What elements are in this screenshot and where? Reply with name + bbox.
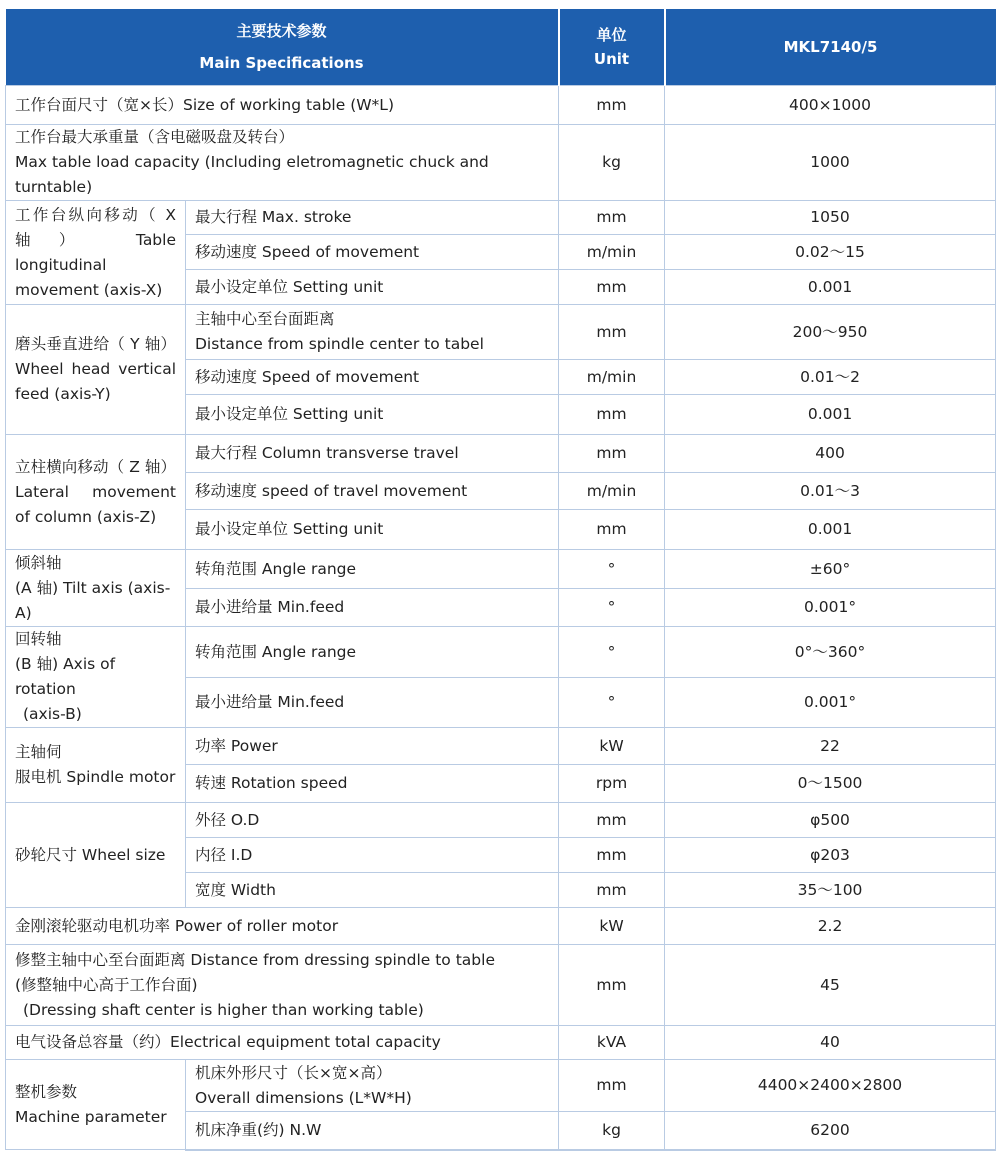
- group-label-en: Machine parameter: [15, 1107, 167, 1126]
- row-unit: °: [559, 550, 665, 589]
- row-value: 45: [665, 945, 996, 1026]
- table-row: [6, 86, 996, 125]
- row-value: 0.001: [665, 395, 996, 435]
- row-label: 最大行程 Max. stroke: [186, 201, 559, 235]
- row-unit: kVA: [559, 1026, 665, 1060]
- row-unit: kW: [559, 908, 665, 945]
- table-row: [6, 908, 996, 945]
- group-label-wheel: 砂轮尺寸 Wheel size: [6, 803, 186, 908]
- group-label-b-axis: [6, 627, 186, 728]
- row-unit: mm: [559, 305, 665, 360]
- header-model: MKL7140/5: [665, 9, 996, 86]
- table-row: [6, 550, 996, 589]
- row-value: 0.001°: [665, 678, 996, 728]
- table-row: [6, 435, 996, 473]
- row-unit: mm: [559, 86, 665, 125]
- row-unit: mm: [559, 838, 665, 873]
- row-unit: mm: [559, 873, 665, 908]
- row-label: 转速 Rotation speed: [186, 765, 559, 803]
- row-value: φ203: [665, 838, 996, 873]
- group-label-en: 服电机 Spindle motor: [15, 768, 176, 786]
- row-value: φ500: [665, 803, 996, 838]
- row-value: 0.001: [665, 270, 996, 305]
- group-label-y-axis: 磨头垂直进给（ Y 轴） Wheel head vertical feed (axis-Y): [6, 305, 186, 435]
- row-label-line-1: 修整主轴中心至台面距离 Distance from dressing spindle to table: [15, 950, 495, 969]
- row-label-cn: 主轴中心至台面距离: [195, 310, 335, 328]
- row-value: 1050: [665, 201, 996, 235]
- header-row: [6, 9, 996, 86]
- row-value: 6200: [665, 1112, 996, 1150]
- table-row: [6, 945, 996, 1026]
- row-label: 工作台面尺寸（宽×长）Size of working table (W*L): [6, 86, 559, 125]
- table-row: [6, 1060, 996, 1112]
- group-label-en: (B 轴) Axis of rotation: [15, 655, 116, 698]
- row-unit: °: [559, 589, 665, 627]
- group-label-cn: 倾斜轴: [15, 553, 62, 572]
- row-label: 机床净重(约) N.W: [186, 1112, 559, 1150]
- row-value: 0～1500: [665, 765, 996, 803]
- row-unit: m/min: [559, 360, 665, 395]
- row-label: 转角范围 Angle range: [186, 627, 559, 678]
- row-unit: mm: [559, 510, 665, 550]
- row-label: 移动速度 speed of travel movement: [186, 473, 559, 510]
- row-label-cn: 工作台最大承重量（含电磁吸盘及转台）: [15, 128, 295, 146]
- header-unit: [559, 9, 665, 86]
- table-row: [6, 305, 996, 360]
- row-label-en: Distance from spindle center to tabel: [195, 335, 484, 353]
- header-parameter-en: Main Specifications: [199, 54, 364, 72]
- row-label: 最小进给量 Min.feed: [186, 678, 559, 728]
- table-row: [6, 125, 996, 201]
- table-row: [6, 627, 996, 678]
- group-label-a-axis: [6, 550, 186, 627]
- row-unit: kW: [559, 728, 665, 765]
- specifications-table: [5, 9, 996, 1151]
- row-label: [6, 945, 559, 1026]
- group-label-machine: [6, 1060, 186, 1150]
- row-unit: mm: [559, 270, 665, 305]
- group-label-cn: 整机参数: [15, 1082, 78, 1101]
- table-row: [6, 1026, 996, 1060]
- row-value: 0.01～3: [665, 473, 996, 510]
- group-label-en-2: (axis-B): [23, 705, 82, 723]
- header-parameter: [6, 9, 559, 86]
- row-unit: rpm: [559, 765, 665, 803]
- row-label-line-2: (修整轴中心高于工作台面): [15, 975, 198, 994]
- row-value: 0.01～2: [665, 360, 996, 395]
- row-label: 外径 O.D: [186, 803, 559, 838]
- row-unit: mm: [559, 803, 665, 838]
- row-label: 电气设备总容量（约）Electrical equipment total capacity: [6, 1026, 559, 1060]
- row-value: 2.2: [665, 908, 996, 945]
- table-row: [6, 201, 996, 235]
- group-label-x-axis: 工作台纵向移动（ X 轴） Table longitudinal movement (axis-X): [6, 201, 186, 305]
- row-value: 0.001: [665, 510, 996, 550]
- row-unit: kg: [559, 125, 665, 201]
- row-unit: kg: [559, 1112, 665, 1150]
- table-row: [6, 803, 996, 838]
- row-label-cn: 机床外形尺寸（长×宽×高）: [195, 1063, 392, 1082]
- row-label-en: Overall dimensions (L*W*H): [195, 1088, 412, 1107]
- row-label: 功率 Power: [186, 728, 559, 765]
- row-value: 400: [665, 435, 996, 473]
- row-label: 最小设定单位 Setting unit: [186, 270, 559, 305]
- row-value: 22: [665, 728, 996, 765]
- row-label: 最小设定单位 Setting unit: [186, 395, 559, 435]
- row-label: 宽度 Width: [186, 873, 559, 908]
- row-value: 400×1000: [665, 86, 996, 125]
- row-value: 40: [665, 1026, 996, 1060]
- row-unit: mm: [559, 201, 665, 235]
- row-label: [186, 1060, 559, 1112]
- row-label: 金刚滚轮驱动电机功率 Power of roller motor: [6, 908, 559, 945]
- row-label: 最大行程 Column transverse travel: [186, 435, 559, 473]
- row-value: 0°～360°: [665, 627, 996, 678]
- row-label: [6, 125, 559, 201]
- row-unit: °: [559, 678, 665, 728]
- row-unit: mm: [559, 945, 665, 1026]
- row-label: 移动速度 Speed of movement: [186, 360, 559, 395]
- row-label-en: Max table load capacity (Including eletromagnetic chuck and turntable): [15, 153, 489, 196]
- row-value: 35～100: [665, 873, 996, 908]
- row-label: 最小设定单位 Setting unit: [186, 510, 559, 550]
- group-label-cn: 主轴伺: [15, 743, 62, 761]
- row-value: ±60°: [665, 550, 996, 589]
- group-label-en: (A 轴) Tilt axis (axis- A): [15, 578, 171, 622]
- row-unit: mm: [559, 1060, 665, 1112]
- row-label: 最小进给量 Min.feed: [186, 589, 559, 627]
- header-parameter-cn: 主要技术参数: [236, 22, 327, 40]
- group-label-spindle: [6, 728, 186, 803]
- row-unit: mm: [559, 395, 665, 435]
- group-label-z-axis: 立柱横向移动（ Z 轴） Lateral movement of column (axis-Z): [6, 435, 186, 550]
- group-label-cn: 回转轴: [15, 630, 62, 648]
- row-value: 0.02～15: [665, 235, 996, 270]
- row-unit: m/min: [559, 473, 665, 510]
- row-value: 200～950: [665, 305, 996, 360]
- row-unit: °: [559, 627, 665, 678]
- table-row: [6, 728, 996, 765]
- row-label: 移动速度 Speed of movement: [186, 235, 559, 270]
- row-value: 4400×2400×2800: [665, 1060, 996, 1112]
- row-value: 1000: [665, 125, 996, 201]
- row-label: 转角范围 Angle range: [186, 550, 559, 589]
- header-unit-en: Unit: [593, 50, 630, 68]
- row-unit: m/min: [559, 235, 665, 270]
- row-value: 0.001°: [665, 589, 996, 627]
- row-label: 内径 I.D: [186, 838, 559, 873]
- row-label: [186, 305, 559, 360]
- header-unit-cn: 单位: [596, 26, 627, 44]
- row-label-line-3: (Dressing shaft center is higher than working table): [23, 1000, 424, 1019]
- row-unit: mm: [559, 435, 665, 473]
